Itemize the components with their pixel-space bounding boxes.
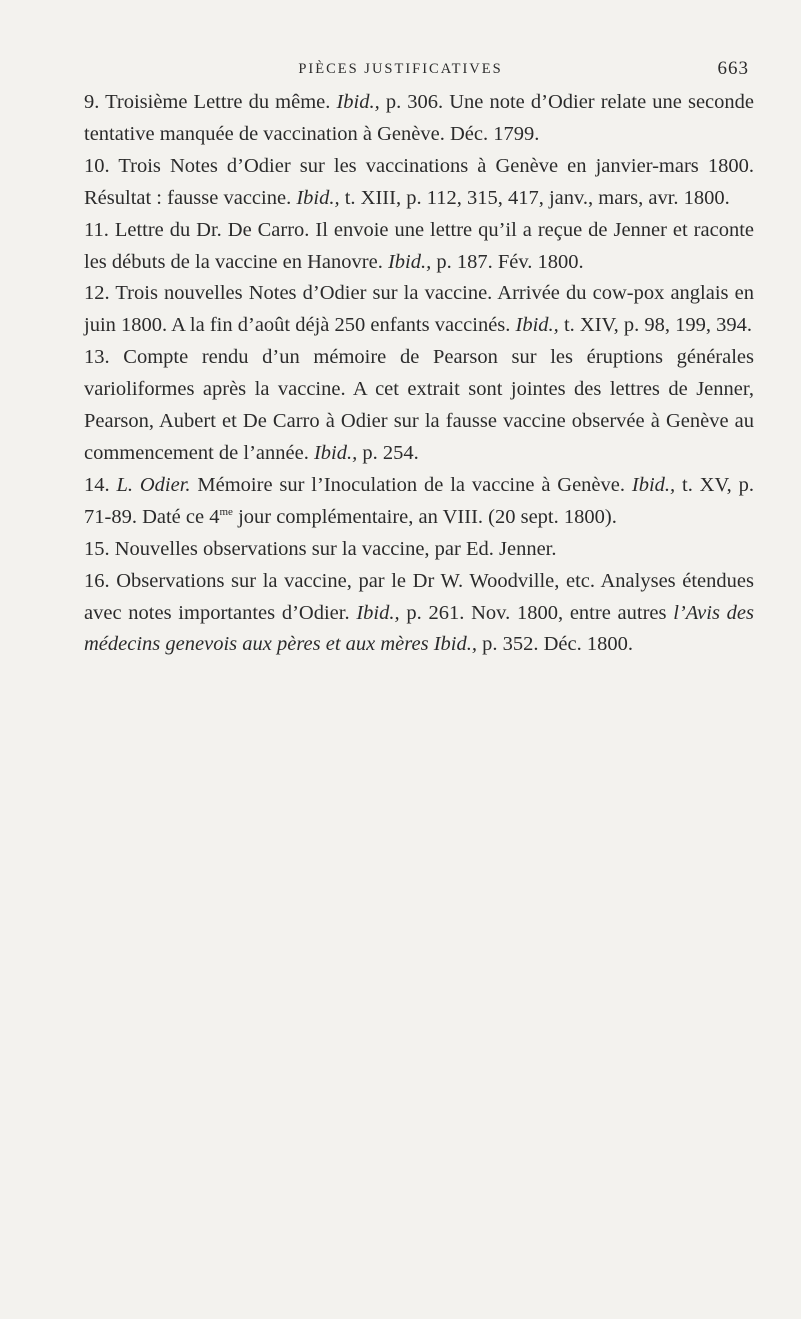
ibid-ref: Ibid., [313, 441, 358, 464]
bibliography-list [84, 87, 754, 661]
entry-number: 14. [84, 473, 110, 496]
ibid-ref: Ibid., [515, 314, 559, 337]
ibid-ref: Ibid., [296, 186, 340, 209]
entry-number: 10. [84, 154, 110, 177]
entry-15 [84, 534, 754, 566]
entry-text: Nouvelles observations sur la vaccine, par Ed. Jenner. [109, 537, 557, 560]
ibid-ref: Ibid., [336, 91, 380, 113]
entry-text: Troisième Lettre du même. [99, 91, 337, 113]
author-name: L. Odier. [116, 473, 191, 496]
entry-14 [84, 470, 754, 534]
entry-number: 13. [84, 346, 110, 369]
entry-number: 15. [84, 537, 110, 560]
entry-text: Trois Notes d’Odier sur les vaccinations à Genève en janvier-mars 1800. Résultat : fausse vaccine. [84, 154, 754, 209]
entry-text: p. 187. Fév. 1800. [431, 250, 584, 273]
entry-number: 9. [84, 91, 100, 113]
ordinal-suffix: me [219, 505, 233, 518]
entry-text: Mémoire sur l’Inoculation de la vaccine à Genève. [190, 473, 632, 496]
entry-11 [84, 215, 754, 279]
entry-text: p. 261. Nov. 1800, entre autres [399, 601, 674, 624]
ibid-ref: Ibid., [356, 601, 400, 624]
entry-16 [84, 566, 754, 662]
work-title: l’Avis des médecins genevois aux pères et aux mères [84, 601, 754, 656]
entry-10 [84, 151, 754, 215]
ibid-ref: Ibid., [387, 250, 432, 273]
entry-text: t. XIV, p. 98, 199, 394. [558, 314, 753, 337]
entry-number: 12. [84, 282, 110, 305]
entry-text: Trois nouvelles Notes d’Odier sur la vaccine. Arrivée du cow-pox anglais en juin 1800. A la fin d’août déjà 250 enfants vaccinés. [84, 282, 754, 337]
page-number: 663 [717, 58, 749, 79]
entry-text: Observations sur la vaccine, par le Dr W. Woodville, etc. Analyses étendues avec notes importantes d’Odier. [84, 569, 754, 624]
entry-text: t. XV, p. 71-89. Daté ce 4 [84, 473, 755, 528]
ibid-ref: Ibid., [631, 473, 676, 496]
entry-text: p. 254. [357, 441, 419, 464]
entry-text: jour complémentaire, an VIII. (20 sept. 1800). [232, 505, 617, 528]
running-head [0, 58, 801, 82]
entry-13 [84, 342, 754, 470]
entry-9 [84, 87, 754, 151]
entry-number: 16. [84, 569, 110, 592]
ibid-ref: Ibid., [433, 633, 477, 656]
entry-text: p. 352. Déc. 1800. [476, 633, 633, 656]
entry-text: p. 306. Une note d’Odier relate une seconde tentative manquée de vaccination à Genève. Déc. 1799. [84, 91, 755, 145]
running-title: PIÈCES JUSTIFICATIVES [298, 61, 503, 77]
entry-number: 11. [84, 218, 109, 241]
entry-text: Compte rendu d’un mémoire de Pearson sur les éruptions générales varioliformes après la vaccine. A cet extrait sont jointes des lettres de Jenner, Pearson, Aubert et De Carro à Odier sur la fausse vaccine observée à Genève au commencement de l’année. [84, 346, 754, 464]
entry-text: Lettre du Dr. De Carro. Il envoie une lettre qu’il a reçue de Jenner et raconte les débuts de la vaccine en Hanovre. [84, 218, 754, 273]
entry-text: t. XIII, p. 112, 315, 417, janv., mars, avr. 1800. [339, 186, 730, 209]
entry-12 [84, 278, 754, 342]
